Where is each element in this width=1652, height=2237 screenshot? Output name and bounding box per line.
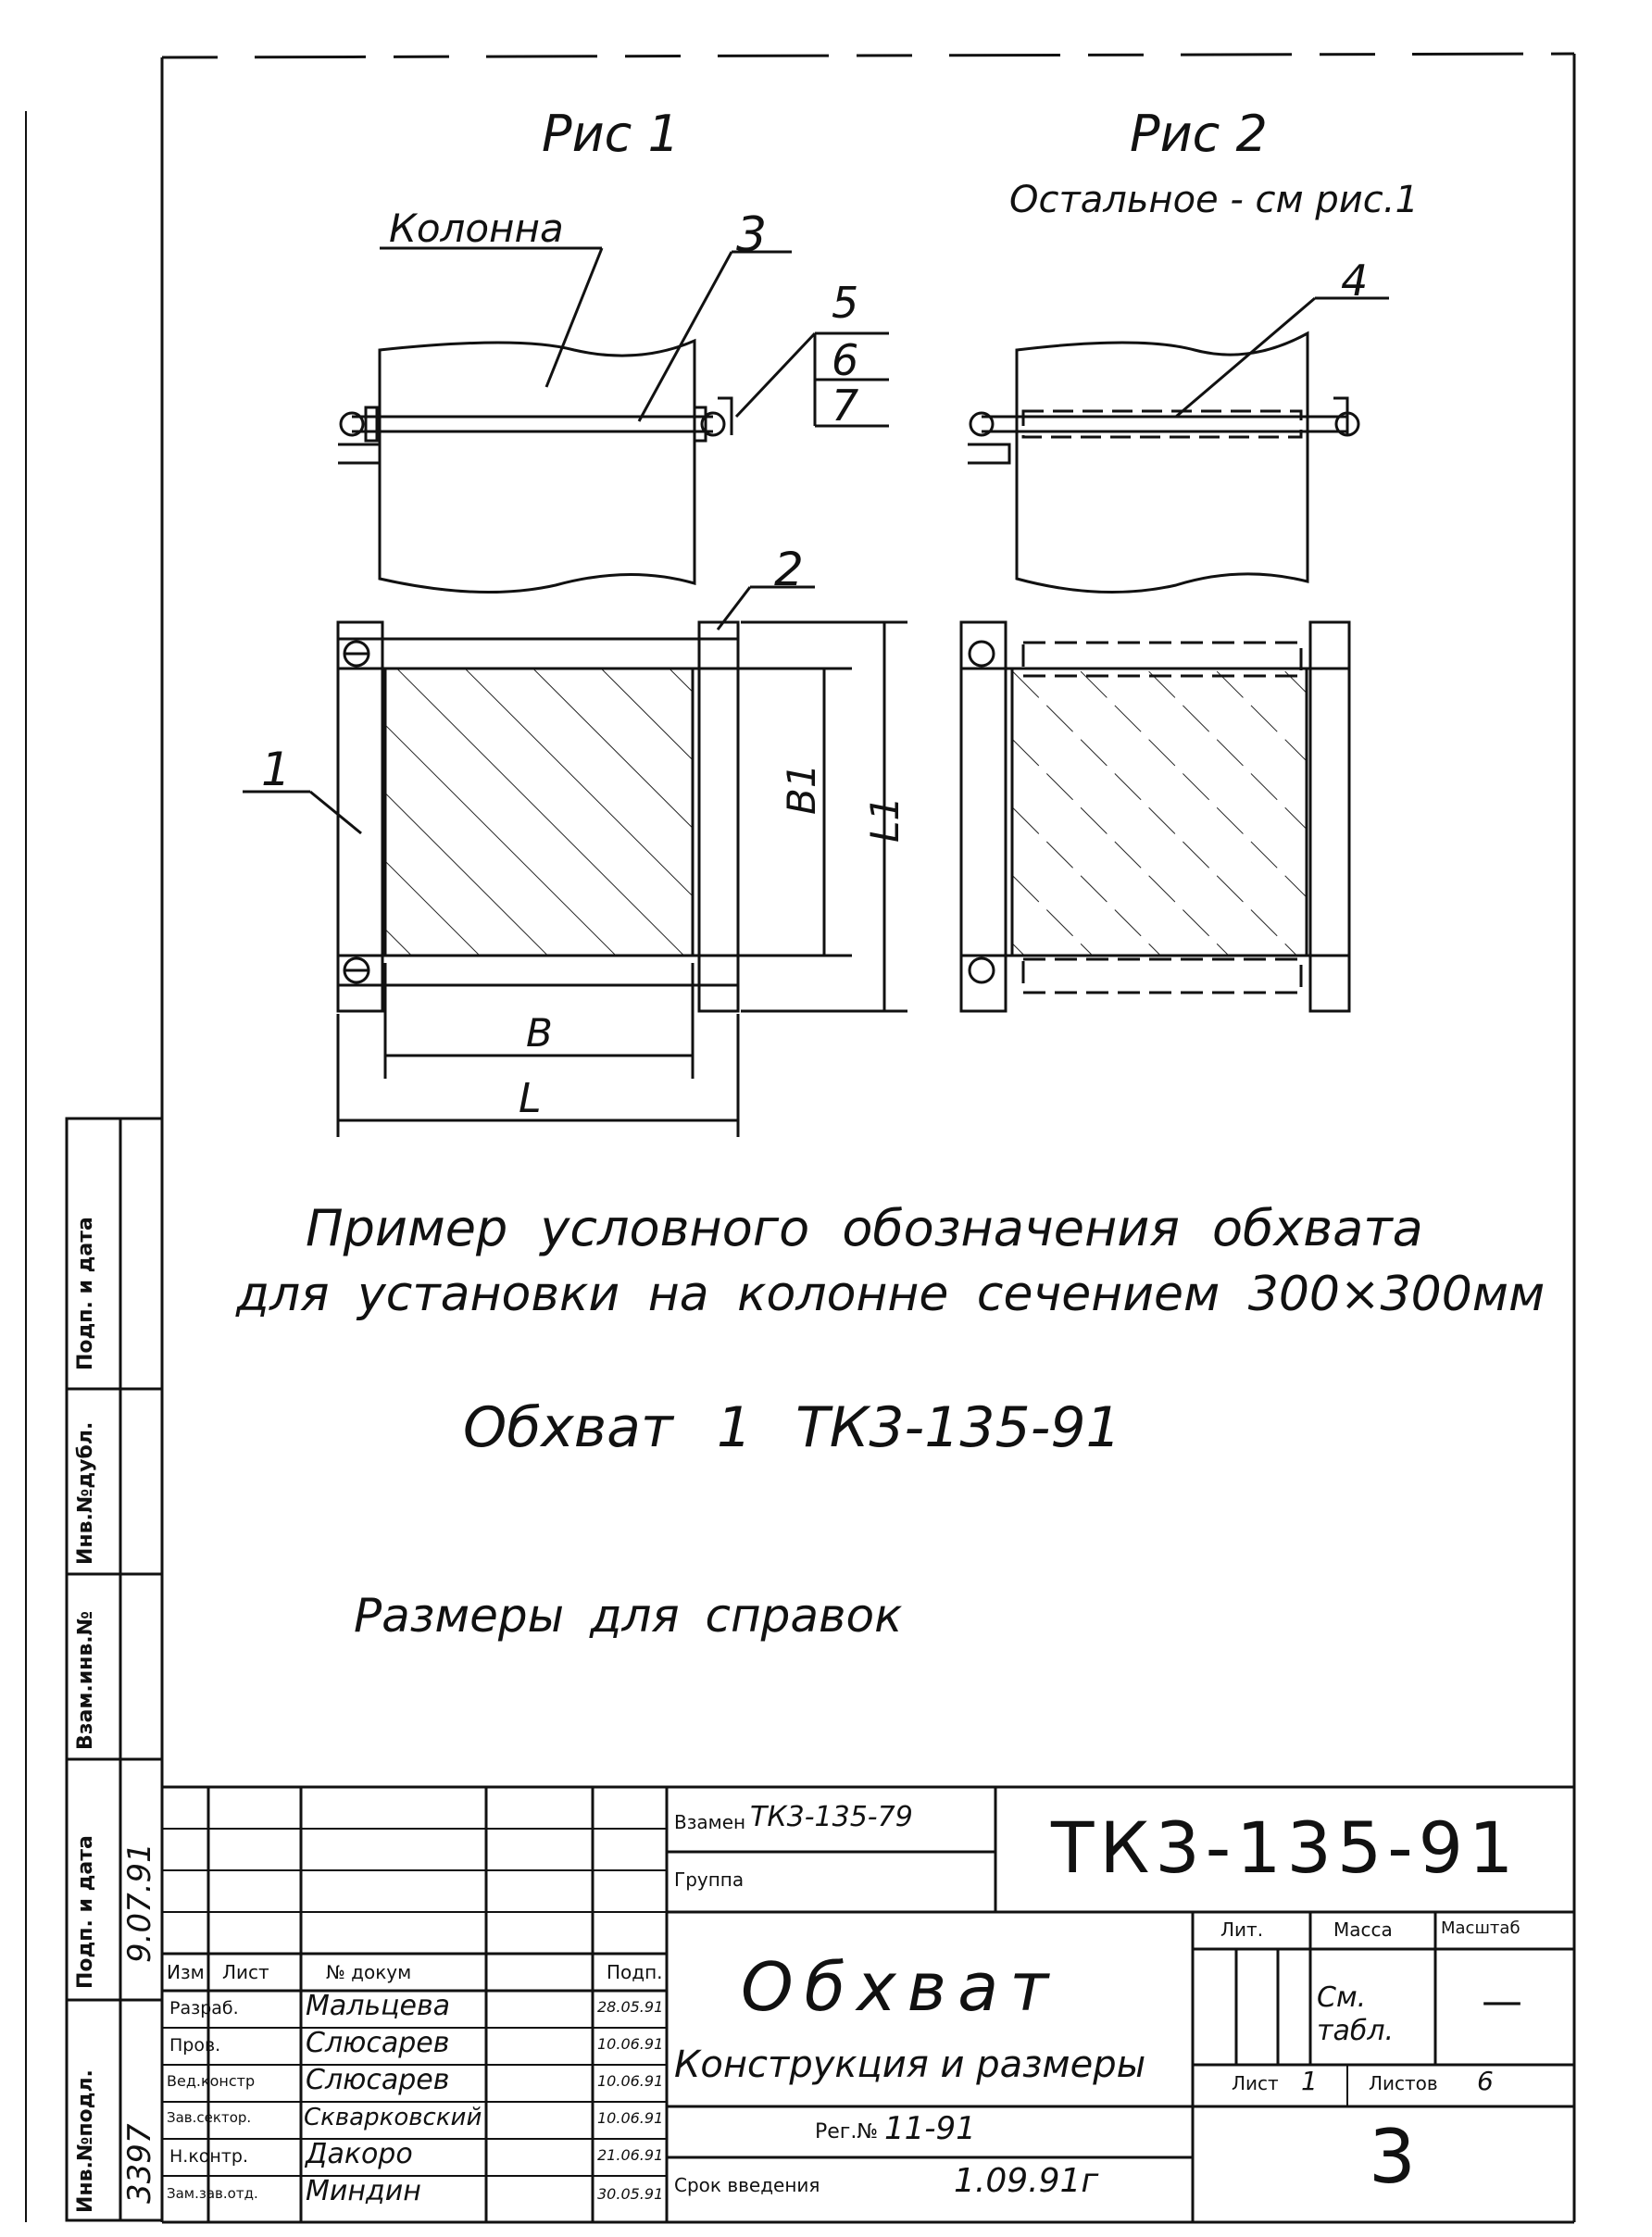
title-main: Обхват: [741, 1948, 1060, 2026]
scale-label: Масштаб: [1441, 1918, 1521, 1938]
reg-label: Рег.№: [815, 2120, 879, 2143]
intro-value: 1.09.91г: [954, 2162, 1099, 2200]
role-0: Разраб.: [169, 1998, 239, 2018]
figure-2: [961, 298, 1389, 1011]
role-1: Пров.: [169, 2035, 221, 2056]
mass-label: Масса: [1333, 1918, 1393, 1941]
dim-b1: B1: [779, 763, 824, 815]
figure-1: [243, 248, 907, 1137]
name-2: Слюсарев: [306, 2064, 450, 2096]
callout-7: 7: [832, 381, 859, 431]
group-label: Группа: [674, 1868, 745, 1891]
reference-note: Размеры для справок: [354, 1589, 903, 1643]
callout-5: 5: [832, 278, 859, 328]
role-2: Вед.констр: [167, 2072, 256, 2090]
role-3: Зав.сектор.: [167, 2109, 252, 2126]
callout-6: 6: [832, 335, 859, 385]
doc-code: ТК3-135-91: [1051, 1806, 1520, 1889]
date-1: 10.06.91: [597, 2035, 664, 2053]
page-number: 3: [1369, 2114, 1416, 2200]
callout-2: 2: [774, 543, 804, 596]
stamp-inv-podl: Инв.№подл.: [74, 2069, 97, 2213]
sheet-label: Лист: [1232, 2072, 1279, 2094]
fig2-title: Рис 2: [1130, 105, 1268, 163]
side-inv-number: 3397: [121, 2123, 158, 2204]
role-5: Зам.зав.отд.: [167, 2185, 258, 2202]
fig1-title: Рис 1: [542, 105, 680, 163]
stamp-sign-date-bottom: Подп. и дата: [74, 1835, 97, 1989]
date-3: 10.06.91: [597, 2109, 664, 2127]
example-line-2: для установки на колонне сечением 300×300мм: [236, 1267, 1546, 1322]
hdr-list: Лист: [222, 1961, 269, 1983]
callout-4: 4: [1341, 256, 1369, 306]
scale-value: —: [1482, 1978, 1522, 2025]
sheet-value: 1: [1301, 2066, 1318, 2096]
name-3: Скварковский: [304, 2104, 482, 2131]
dim-b: B: [526, 1010, 553, 1056]
stamp-vzam-inv: Взам.инв.№: [74, 1610, 97, 1750]
hdr-doc: № докум: [326, 1961, 412, 1983]
date-5: 30.05.91: [597, 2185, 664, 2203]
reg-value: 11-91: [884, 2110, 976, 2147]
example-line-1: Пример условного обозначения обхвата: [306, 1199, 1423, 1257]
title-sub: Конструкция и размеры: [674, 2043, 1146, 2086]
role-4: Н.контр.: [169, 2146, 249, 2167]
stamp-inv-dubl: Инв.№дубл.: [74, 1421, 97, 1565]
hdr-izm: Изм: [167, 1961, 205, 1983]
designation: Обхват 1 ТК3-135-91: [463, 1395, 1121, 1460]
mass-value: См. табл.: [1317, 1981, 1395, 2047]
dim-l1: L1: [862, 795, 907, 843]
dim-l: L: [519, 1075, 542, 1122]
date-2: 10.06.91: [597, 2072, 664, 2090]
date-4: 21.06.91: [597, 2146, 664, 2164]
replaces-label: Взамен: [674, 1811, 746, 1833]
side-date-sign: 9.07.91: [121, 1843, 158, 1963]
name-1: Слюсарев: [306, 2027, 450, 2059]
date-0: 28.05.91: [597, 1998, 664, 2016]
sheets-value: 6: [1477, 2066, 1494, 2096]
lit-label: Лит.: [1220, 1918, 1264, 1941]
column-label: Колонна: [389, 206, 564, 251]
name-5: Миндин: [306, 2175, 421, 2207]
sheets-label: Листов: [1369, 2072, 1438, 2094]
stamp-sign-date-top: Подп. и дата: [74, 1217, 97, 1370]
name-4: Дакоро: [306, 2138, 413, 2170]
fig2-note: Остальное - см рис.1: [1009, 179, 1419, 221]
hdr-sign: Подп.: [607, 1961, 663, 1983]
callout-1: 1: [261, 743, 291, 796]
replaces-value: ТК3-135-79: [750, 1801, 913, 1833]
intro-label: Срок введения: [674, 2174, 820, 2196]
name-0: Мальцева: [306, 1990, 451, 2022]
callout-3: 3: [736, 207, 768, 263]
